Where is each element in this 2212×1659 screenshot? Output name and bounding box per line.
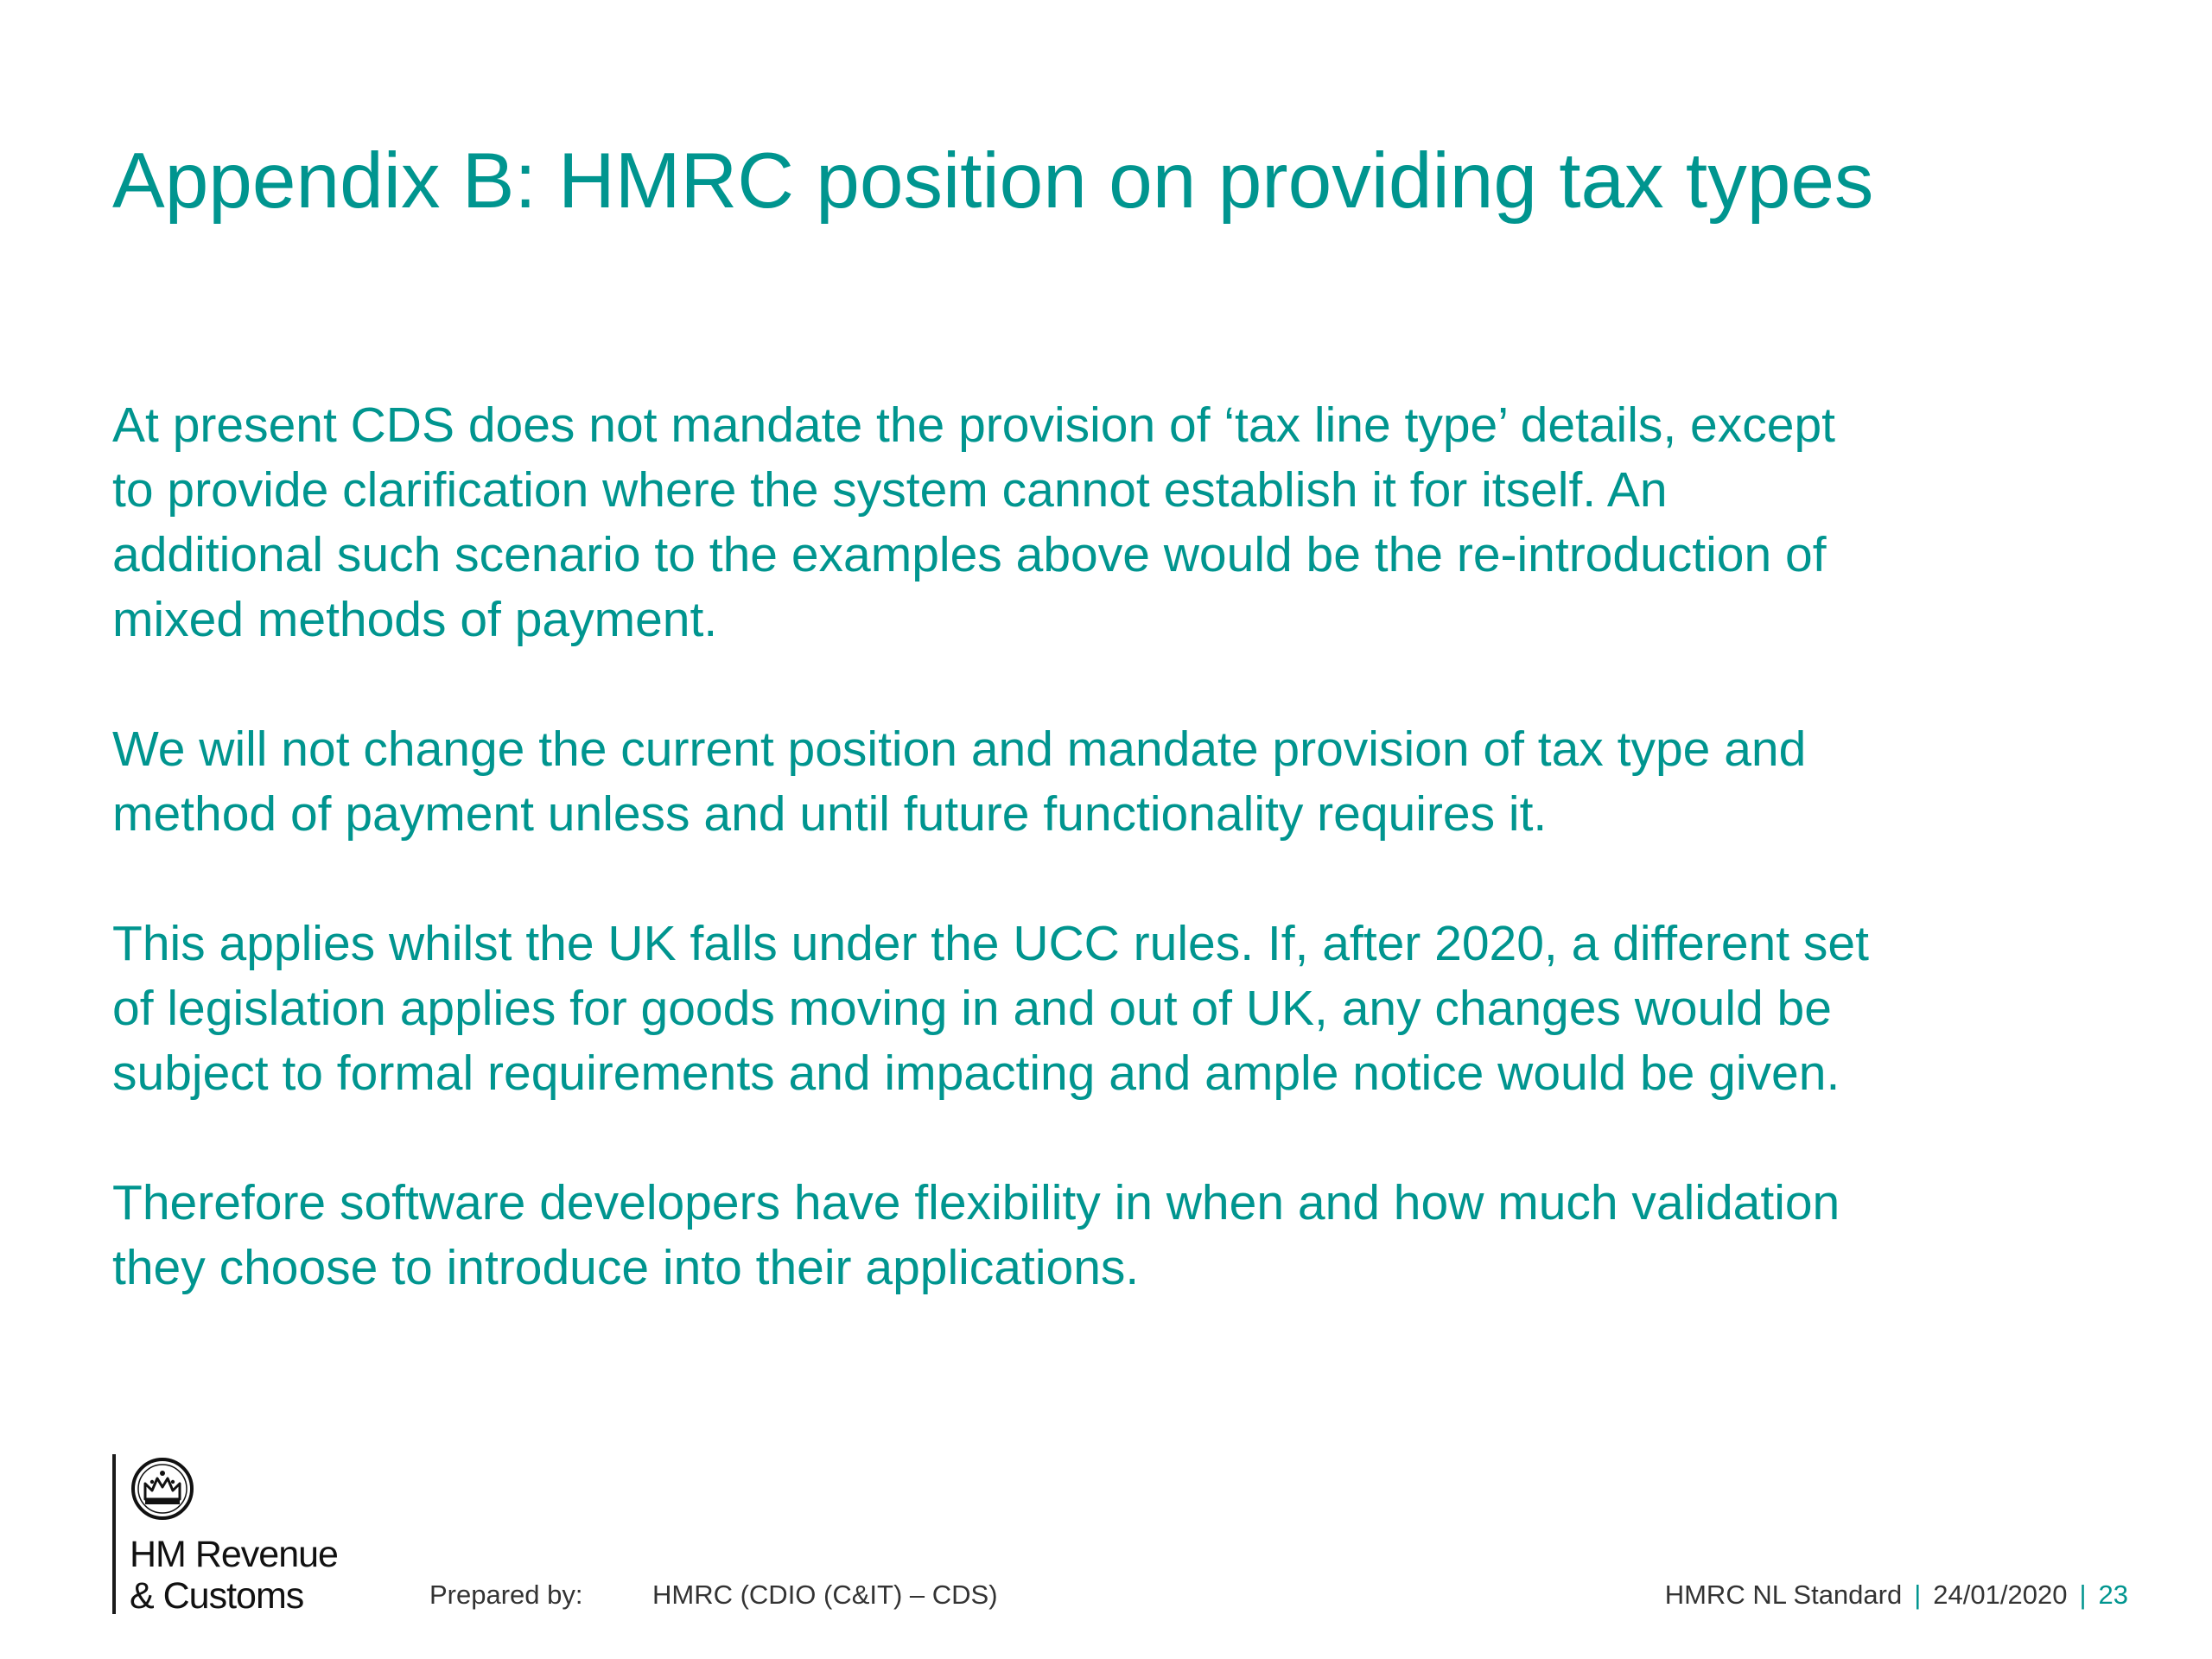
standard-label: HMRC NL Standard xyxy=(1664,1580,1903,1610)
footer-meta xyxy=(1665,1581,2128,1608)
footer-separator: | xyxy=(1914,1580,1922,1610)
paragraph-tax-line-type: At present CDS does not mandate the provision of ‘tax line type’ details, except to provide clarification where the system cannot establish it for itself. An additional such scenario to the examples above would be the re-introduction of mixed methods of payment. xyxy=(112,397,1835,647)
logo-divider-bar xyxy=(112,1454,116,1614)
prepared-by-label: Prepared by: xyxy=(429,1580,583,1610)
page-number: 23 xyxy=(2098,1580,2128,1610)
paragraph-current-position: We will not change the current position and mandate provision of tax type and method of payment unless and until future functionality requires it. xyxy=(112,721,1807,842)
prepared-by-value: HMRC (CDIO (C&IT) – CDS) xyxy=(652,1580,998,1610)
slide-title: Appendix B: HMRC position on providing tax types xyxy=(112,137,1874,225)
logo-text-line-2: & Customs xyxy=(130,1575,304,1617)
footer-separator: | xyxy=(2079,1580,2087,1610)
logo-text-line-1: HM Revenue xyxy=(130,1534,338,1575)
paragraph-developer-flexibility: Therefore software developers have flexibility in when and how much validation they choose to introduce into their applications. xyxy=(112,1175,1840,1295)
footer-date: 24/01/2020 xyxy=(1933,1580,2068,1610)
hmrc-logo xyxy=(112,1454,389,1617)
royal-crest-icon xyxy=(130,1456,195,1522)
paragraph-ucc-rules: This applies whilst the UK falls under the UCC rules. If, after 2020, a different set of legislation applies for goods moving in and out of UK, any changes would be subject to formal requirements and impacting and ample notice would be given. xyxy=(112,916,1869,1101)
slide-body xyxy=(112,393,2126,1365)
